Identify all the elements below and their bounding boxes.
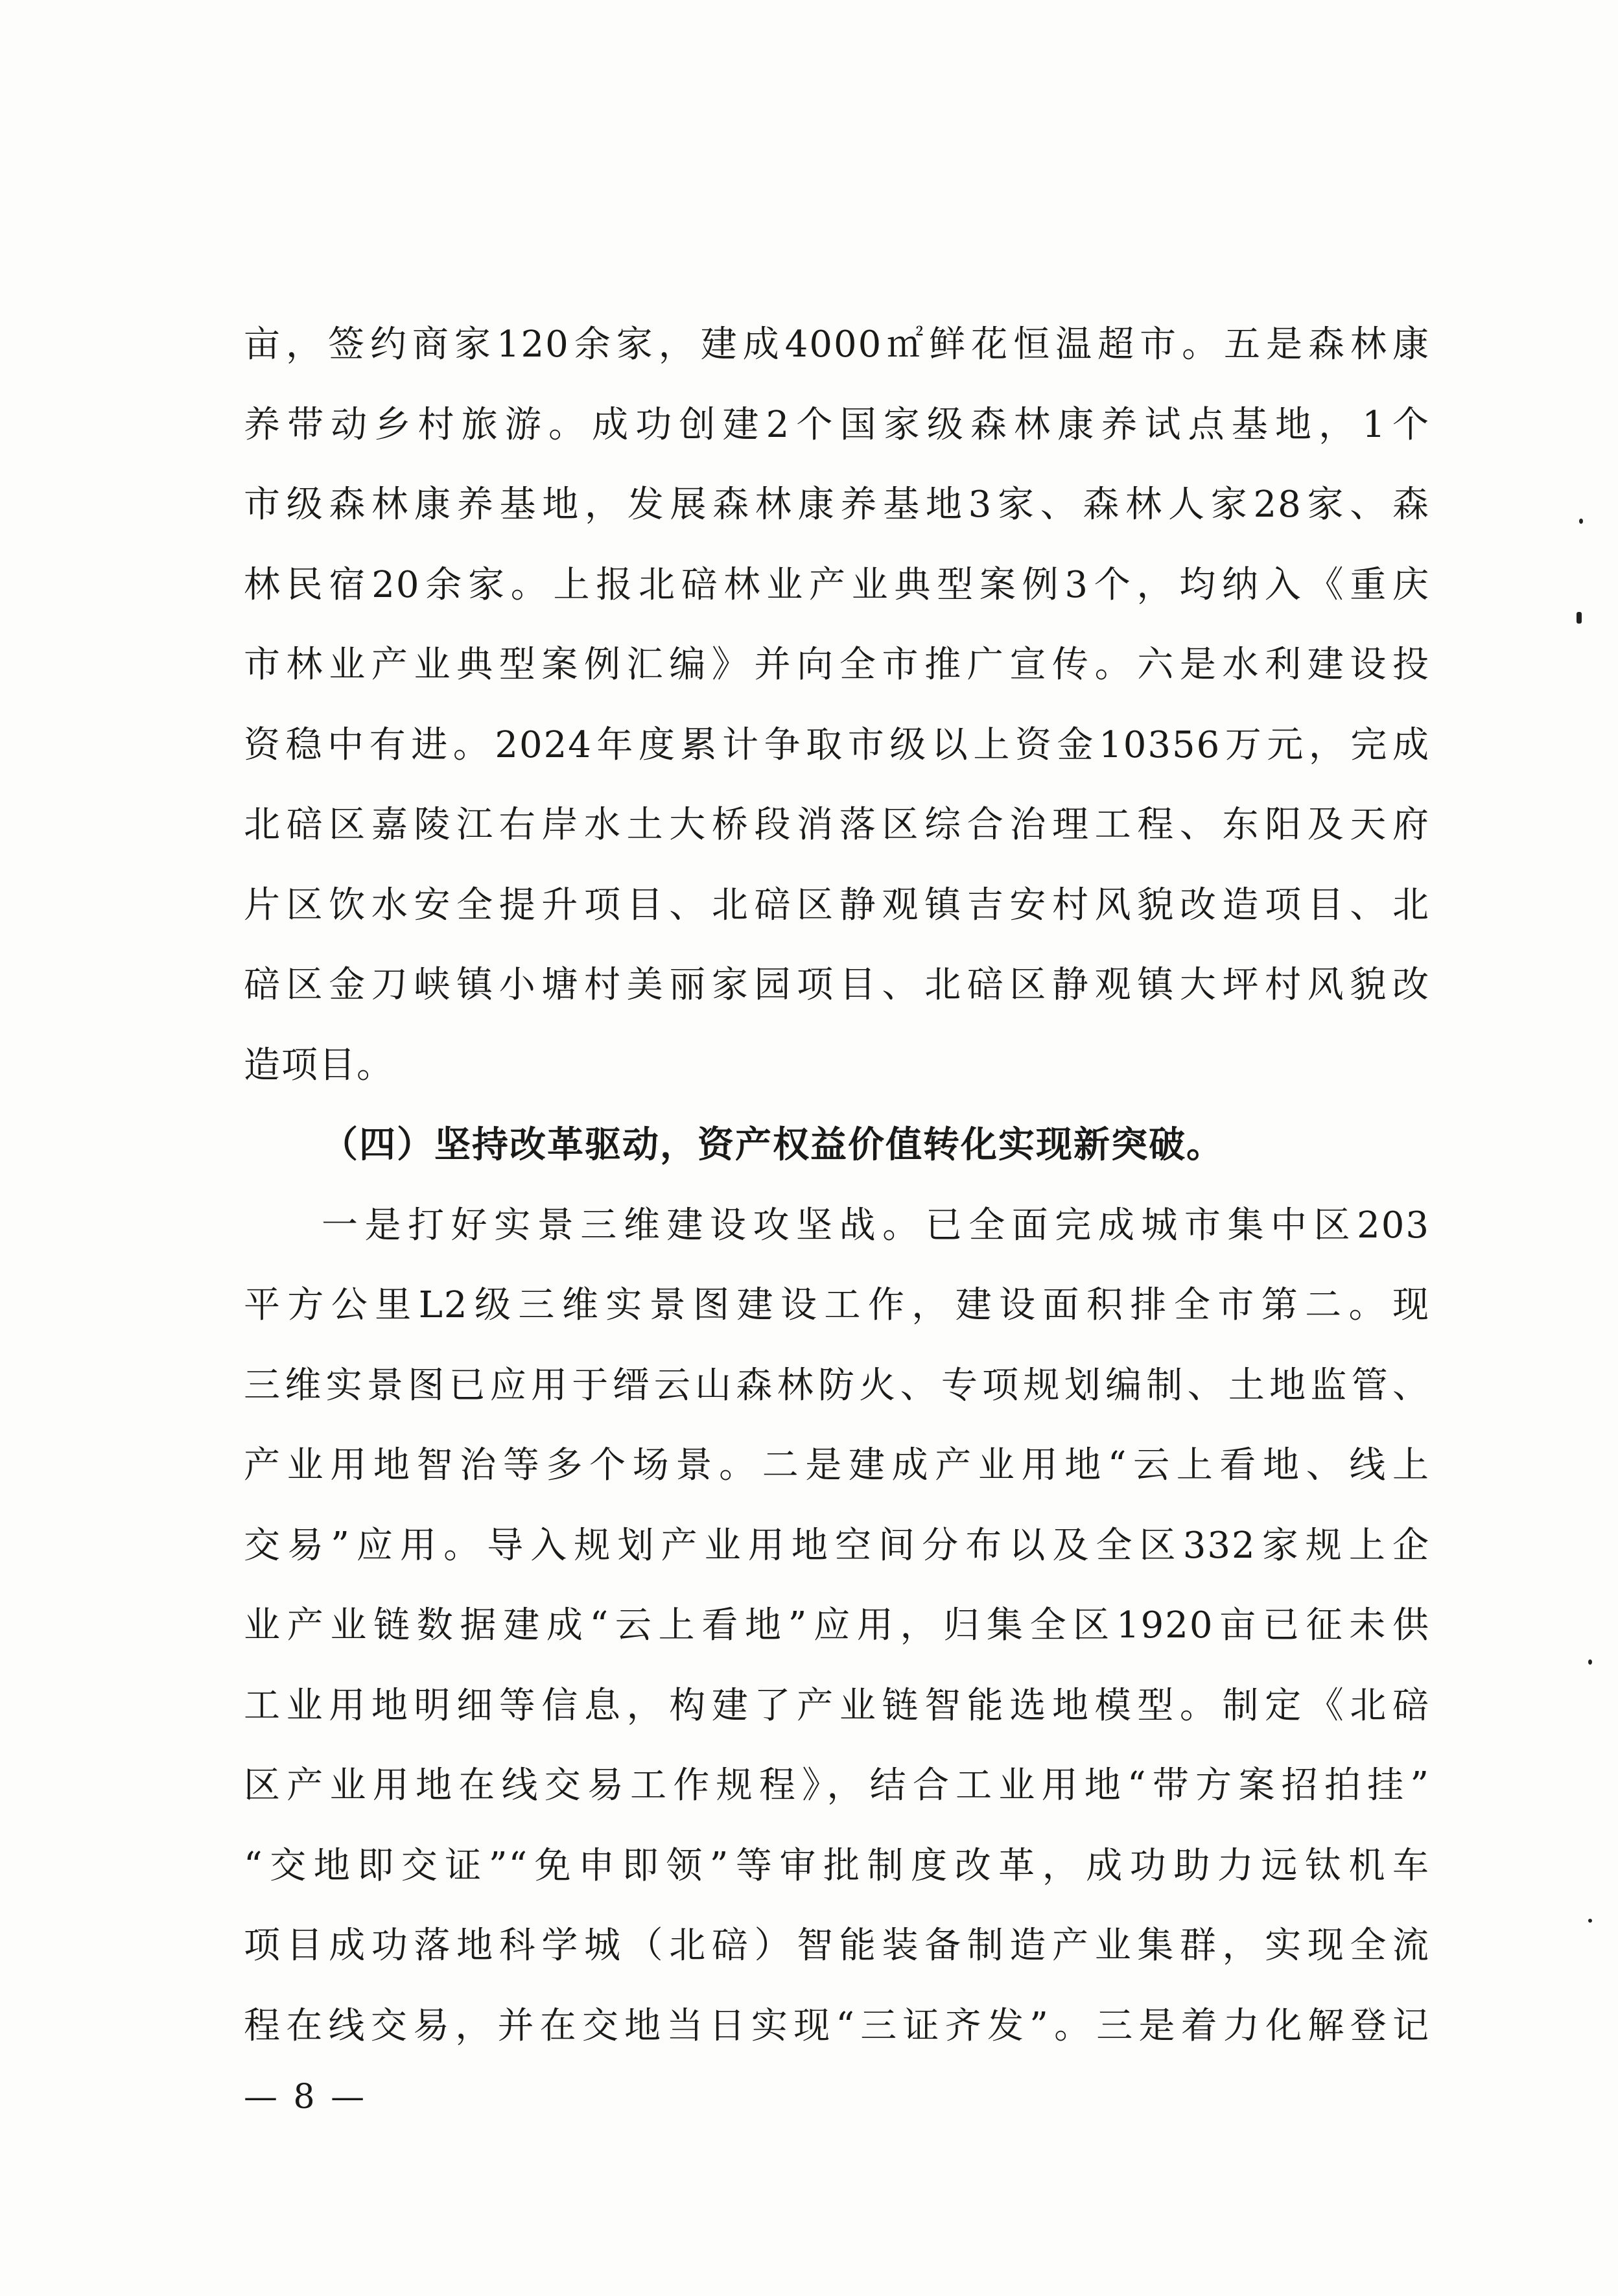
text-line: 平方公里L2级三维实景图建设工作，建设面积排全市第二。现 [244, 1284, 1430, 1326]
text-line: 养带动乡村旅游。成功创建2个国家级森林康养试点基地，1个 [244, 403, 1430, 446]
text-line: 三维实景图已应用于缙云山森林防火、专项规划编制、土地监管、 [244, 1364, 1430, 1407]
scan-speck [1588, 1919, 1592, 1923]
text-line: 亩，签约商家120余家，建成4000㎡鲜花恒温超市。五是森林康 [244, 323, 1430, 366]
page-number: — 8 — [244, 2078, 368, 2116]
text-line: 片区饮水安全提升项目、北碚区静观镇吉安村风貌改造项目、北 [244, 884, 1430, 926]
scan-speck [1577, 612, 1582, 624]
text-line: 业产业链数据建成“云上看地”应用，归集全区1920亩已征未供 [244, 1604, 1430, 1646]
text-line: 资稳中有进。2024年度累计争取市级以上资金10356万元，完成 [244, 723, 1430, 766]
text-line: 市级森林康养基地，发展森林康养基地3家、森林人家28家、森 [244, 484, 1430, 526]
text-line: 碚区金刀峡镇小塘村美丽家园项目、北碚区静观镇大坪村风貌改 [244, 964, 1430, 1006]
text-line: 程在线交易，并在交地当日实现“三证齐发”。三是着力化解登记 [244, 2004, 1430, 2047]
text-line: 造项目。 [244, 1044, 394, 1086]
body-text [244, 305, 1430, 2066]
text-line: 区产业用地在线交易工作规程》，结合工业用地“带方案招拍挂” [244, 1764, 1430, 1807]
section-heading: （四）坚持改革驱动，资产权益价值转化实现新突破。 [322, 1123, 1224, 1166]
text-line: 工业用地明细等信息，构建了产业链智能选地模型。制定《北碚 [244, 1684, 1430, 1727]
text-line: 项目成功落地科学城（北碚）智能装备制造产业集群，实现全流 [244, 1925, 1430, 1967]
text-line: 市林业产业典型案例汇编》并向全市推广宣传。六是水利建设投 [244, 644, 1430, 686]
text-line: 北碚区嘉陵江右岸水土大桥段消落区综合治理工程、东阳及天府 [244, 804, 1430, 846]
scan-speck [1588, 1659, 1592, 1665]
text-line: 产业用地智治等多个场景。二是建成产业用地“云上看地、线上 [244, 1444, 1430, 1486]
text-line: 一是打好实景三维建设攻坚战。已全面完成城市集中区203 [322, 1204, 1430, 1247]
text-line: “交地即交证”“免申即领”等审批制度改革，成功助力远钛机车 [244, 1844, 1430, 1887]
text-line: 林民宿20余家。上报北碚林业产业典型案例3个，均纳入《重庆 [244, 563, 1430, 606]
text-line: 交易”应用。导入规划产业用地空间分布以及全区332家规上企 [244, 1524, 1430, 1567]
scan-speck [1579, 519, 1583, 524]
